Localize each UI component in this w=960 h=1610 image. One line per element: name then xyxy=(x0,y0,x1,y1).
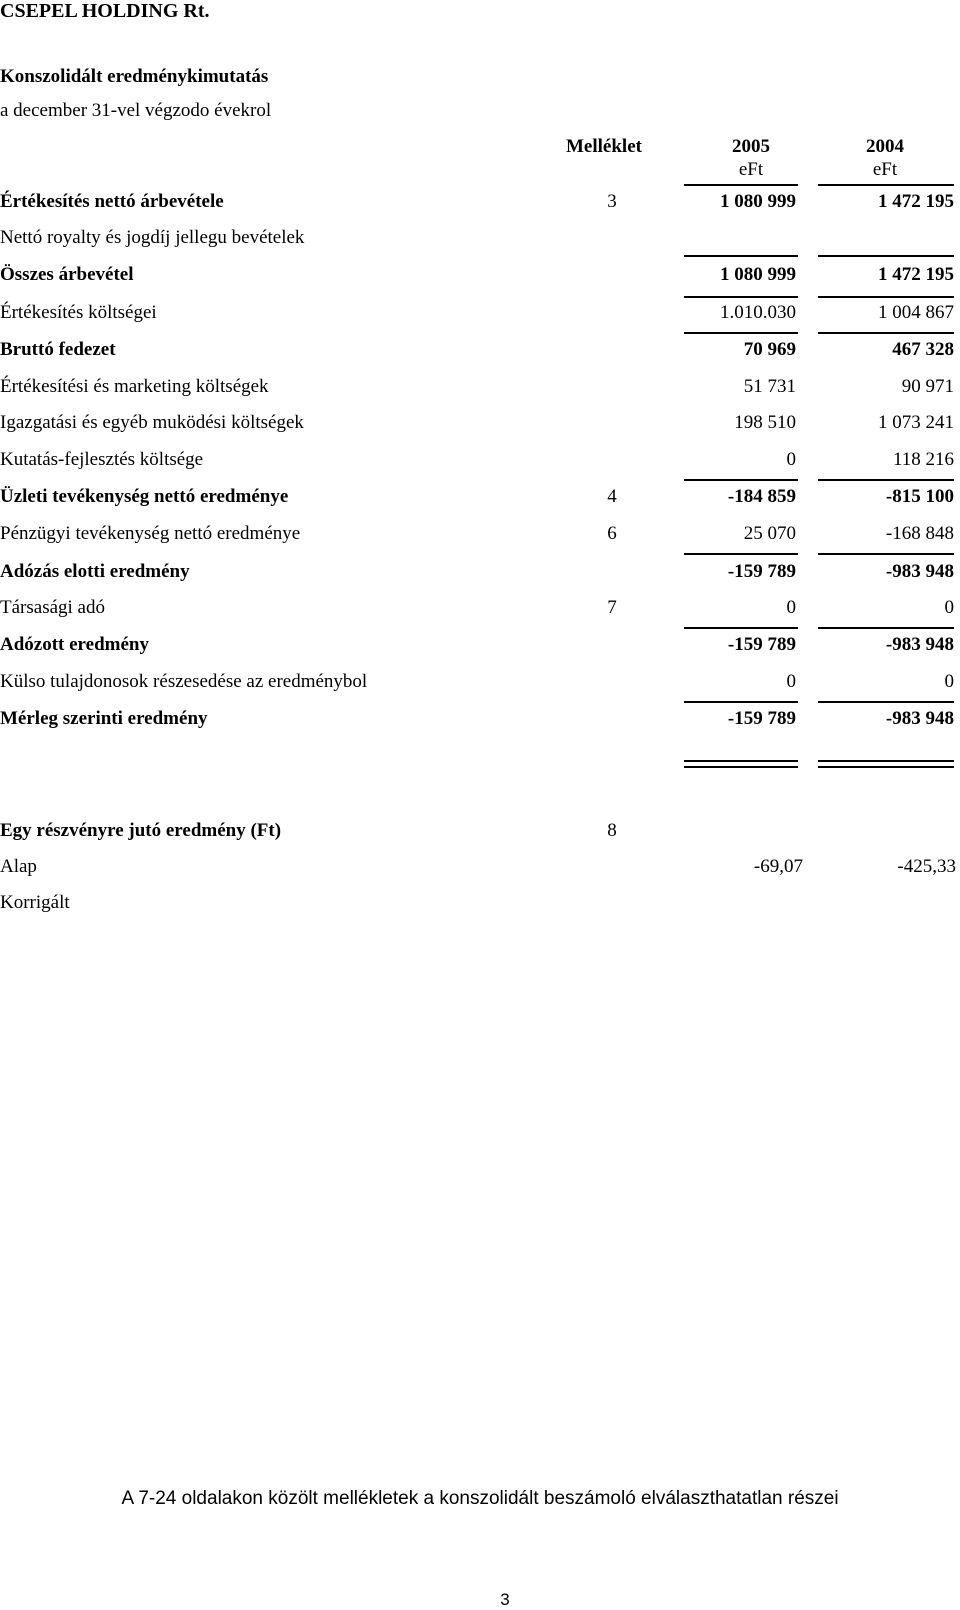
eps-note: 8 xyxy=(607,820,617,841)
row-value-2004: 0 xyxy=(944,597,954,618)
header-underline-2004 xyxy=(818,184,954,186)
eps-basic-2004: -425,33 xyxy=(897,856,956,877)
subtotal-line-2005 xyxy=(684,332,798,334)
row-value-2005: 70 969 xyxy=(743,339,796,360)
row-value-2004: 1 472 195 xyxy=(878,191,954,212)
row-value-2004: -983 948 xyxy=(885,708,954,729)
row-label: Összes árbevétel xyxy=(0,264,134,285)
row-label: Külso tulajdonosok részesedése az eredménybol xyxy=(0,671,368,692)
row-label: Pénzügyi tevékenység nettó eredménye xyxy=(0,523,301,544)
row-label: Értékesítés nettó árbevétele xyxy=(0,191,224,212)
row-label: Kutatás-fejlesztés költsége xyxy=(0,449,204,470)
row-value-2004: 1 472 195 xyxy=(878,264,954,285)
row-value-2004: 1 004 867 xyxy=(878,302,954,323)
total-double-line-2005 xyxy=(684,760,798,768)
header-year-2004: 2004 xyxy=(866,136,904,157)
row-value-2005: -159 789 xyxy=(727,634,796,655)
row-value-2004: 0 xyxy=(944,671,954,692)
page-number: 3 xyxy=(500,1590,510,1609)
row-label: Bruttó fedezet xyxy=(0,339,116,360)
row-value-2005: 0 xyxy=(786,671,796,692)
subtotal-line-2005 xyxy=(684,296,798,298)
row-value-2005: 25 070 xyxy=(743,523,796,544)
row-value-2005: -159 789 xyxy=(727,708,796,729)
eps-diluted-label: Korrigált xyxy=(0,892,70,913)
row-value-2005: 0 xyxy=(786,449,796,470)
subtotal-line-2004 xyxy=(818,479,954,481)
subtotal-line-2005 xyxy=(684,255,798,257)
eps-basic-label: Alap xyxy=(0,856,37,877)
row-value-2005: -159 789 xyxy=(727,561,796,582)
row-label: Adózott eredmény xyxy=(0,634,149,655)
subtotal-line-2004 xyxy=(818,255,954,257)
footer-note: A 7-24 oldalakon közölt mellékletek a konszolidált beszámoló elválaszthatatlan részei xyxy=(121,1488,839,1509)
subtotal-line-2005 xyxy=(684,627,798,629)
row-value-2005: 51 731 xyxy=(743,376,796,397)
row-label: Adózás elotti eredmény xyxy=(0,561,190,582)
row-label: Társasági adó xyxy=(0,597,105,618)
total-double-line-2004 xyxy=(818,760,954,768)
row-value-2004: 467 328 xyxy=(892,339,954,360)
subtotal-line-2004 xyxy=(818,296,954,298)
header-year-2005: 2005 xyxy=(732,136,770,157)
header-unit-2005: eFt xyxy=(738,159,764,180)
row-value-2005: 1 080 999 xyxy=(720,191,796,212)
row-value-2005: -184 859 xyxy=(727,486,796,507)
row-value-2004: -983 948 xyxy=(885,634,954,655)
eps-label: Egy részvényre jutó eredmény (Ft) xyxy=(0,820,282,841)
header-note-column: Melléklet xyxy=(566,136,642,157)
statement-subtitle: a december 31-vel végzodo évekrol xyxy=(0,100,272,121)
subtotal-line-2004 xyxy=(818,627,954,629)
row-value-2004: -983 948 xyxy=(885,561,954,582)
row-value-2005: 198 510 xyxy=(734,412,796,433)
row-label: Üzleti tevékenység nettó eredménye xyxy=(0,486,289,507)
row-label: Értékesítési és marketing költségek xyxy=(0,376,269,397)
row-value-2005: 1 080 999 xyxy=(720,264,796,285)
row-value-2004: -168 848 xyxy=(885,523,954,544)
row-note: 6 xyxy=(607,523,617,544)
subtotal-line-2004 xyxy=(818,332,954,334)
row-label: Mérleg szerinti eredmény xyxy=(0,708,208,729)
eps-basic-2005: -69,07 xyxy=(753,856,803,877)
row-note: 4 xyxy=(607,486,617,507)
subtotal-line-2005 xyxy=(684,479,798,481)
row-label: Igazgatási és egyéb muködési költségek xyxy=(0,412,304,433)
row-value-2004: 1 073 241 xyxy=(878,412,954,433)
row-note: 7 xyxy=(607,597,617,618)
subtotal-line-2005 xyxy=(684,553,798,555)
subtotal-line-2004 xyxy=(818,701,954,703)
header-unit-2004: eFt xyxy=(872,159,898,180)
row-value-2004: -815 100 xyxy=(885,486,954,507)
row-label: Nettó royalty és jogdíj jellegu bevételek xyxy=(0,227,305,248)
row-label: Értékesítés költségei xyxy=(0,302,157,323)
row-value-2005: 0 xyxy=(786,597,796,618)
subtotal-line-2004 xyxy=(818,553,954,555)
subtotal-line-2005 xyxy=(684,701,798,703)
row-value-2004: 90 971 xyxy=(901,376,954,397)
row-value-2005: 1.010.030 xyxy=(720,302,796,323)
row-note: 3 xyxy=(607,191,617,212)
row-value-2004: 118 216 xyxy=(892,449,954,470)
header-underline-2005 xyxy=(684,184,798,186)
statement-title: Konszolidált eredménykimutatás xyxy=(0,66,269,87)
company-name: CSEPEL HOLDING Rt. xyxy=(0,0,210,22)
